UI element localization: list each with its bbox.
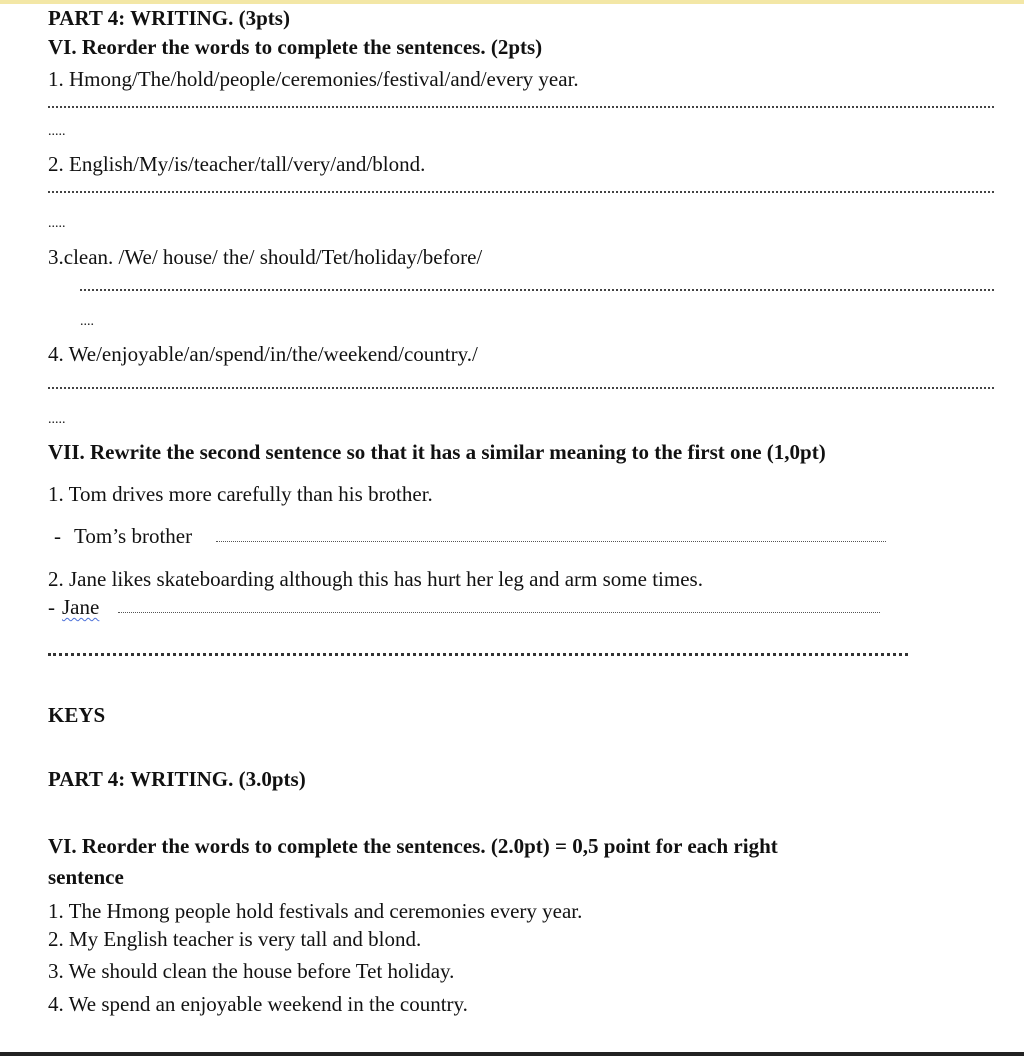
answer-line-3[interactable] <box>80 289 994 291</box>
section6-heading: VI. Reorder the words to complete the sentences. (2pts) <box>48 35 543 59</box>
rewrite-item-1-start: Tom’s brother <box>74 524 193 548</box>
keys-section6-heading: VI. Reorder the words to complete the sentences. (2.0pt) = 0,5 point for each right <box>48 834 778 858</box>
answer-line-2-tail: ..... <box>48 216 66 231</box>
key-answer-1: 1. The Hmong people hold festivals and ceremonies every year. <box>48 899 583 923</box>
keys-part4-title: PART 4: WRITING. (3.0pts) <box>48 767 306 791</box>
keys-section6-heading-cont: sentence <box>48 865 124 889</box>
answer-line-1-tail: ..... <box>48 124 66 139</box>
key-answer-2: 2. My English teacher is very tall and blond. <box>48 927 422 951</box>
answer-line-1[interactable] <box>48 106 994 108</box>
rewrite-item-2-dash: - <box>48 595 55 619</box>
keys-title: KEYS <box>48 703 106 727</box>
reorder-item-4: 4. We/enjoyable/an/spend/in/the/weekend/country./ <box>48 342 478 366</box>
reorder-item-2: 2. English/My/is/teacher/tall/very/and/blond. <box>48 152 426 176</box>
answer-line-3-tail: .... <box>80 314 94 329</box>
answer-line-4-tail: ..... <box>48 412 66 427</box>
section7-heading: VII. Rewrite the second sentence so that it has a similar meaning to the first one (1,0pt) <box>48 440 826 464</box>
part4-title: PART 4: WRITING. (3pts) <box>48 6 290 30</box>
key-answer-4: 4. We spend an enjoyable weekend in the country. <box>48 992 468 1016</box>
reorder-item-1: 1. Hmong/The/hold/people/ceremonies/festival/and/every year. <box>48 67 579 91</box>
rewrite-item-2: 2. Jane likes skateboarding although this has hurt her leg and arm some times. <box>48 567 703 591</box>
rewrite-item-1: 1. Tom drives more carefully than his brother. <box>48 482 433 506</box>
rewrite-line-2-continued[interactable] <box>48 653 908 656</box>
bottom-edge <box>0 1052 1024 1056</box>
answer-line-4[interactable] <box>48 387 994 389</box>
rewrite-line-2[interactable] <box>118 612 880 613</box>
key-answer-3: 3. We should clean the house before Tet holiday. <box>48 959 455 983</box>
answer-line-2[interactable] <box>48 191 994 193</box>
reorder-item-3: 3.clean. /We/ house/ the/ should/Tet/holiday/before/ <box>48 245 483 269</box>
rewrite-line-1[interactable] <box>216 541 886 542</box>
rewrite-item-2-start: Jane <box>62 595 100 619</box>
rewrite-item-1-dash: - <box>54 524 61 548</box>
